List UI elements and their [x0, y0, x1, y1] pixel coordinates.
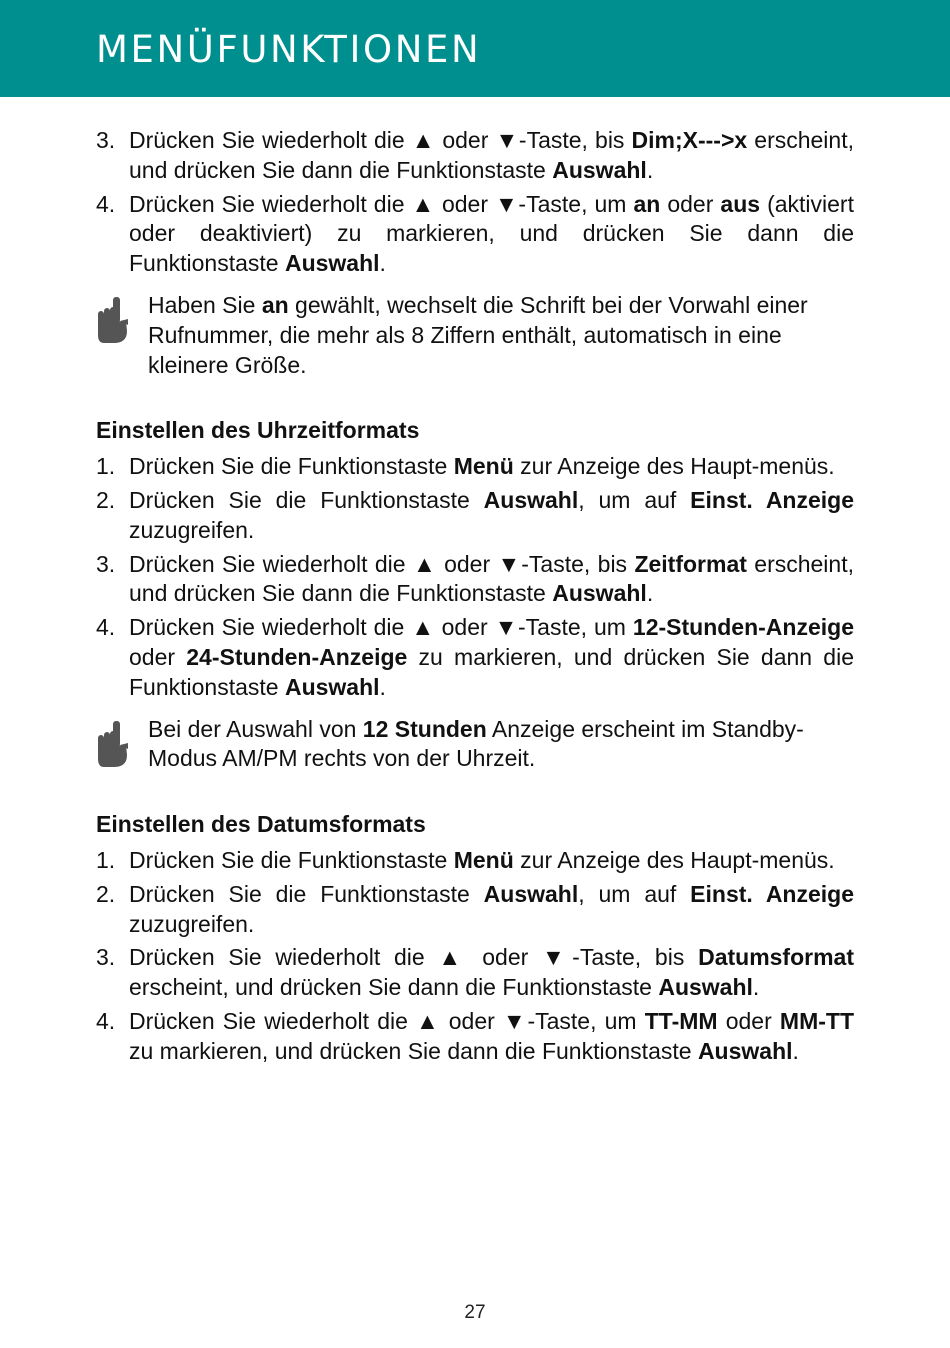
- step-text: , um auf: [578, 486, 691, 513]
- step-text: oder: [129, 643, 187, 670]
- step-bold: Auswahl: [658, 974, 753, 1001]
- step-text: erscheint, und drücken Sie dann die Funktionstaste: [129, 127, 854, 183]
- step-number: 1.: [96, 846, 116, 873]
- step-item: [96, 943, 854, 1003]
- step-bold: TT-MM: [644, 1007, 718, 1034]
- step-text: zuzugreifen.: [129, 516, 255, 543]
- step-bold: Auswahl: [552, 580, 647, 607]
- pointing-hand-icon: [96, 719, 130, 769]
- step-text: Drücken Sie wiederholt die ▲ oder ▼-Taste, bis: [129, 127, 632, 153]
- step-text: Drücken Sie wiederholt die ▲ oder ▼-Taste, bis: [129, 944, 699, 971]
- step-number: 4.: [96, 190, 116, 217]
- step-item: [96, 880, 854, 940]
- step-item: [96, 550, 854, 610]
- step-bold: Auswahl: [697, 1037, 793, 1064]
- step-text: zur Anzeige des Haupt-menüs.: [513, 846, 835, 873]
- step-bold: Menü: [453, 453, 514, 480]
- step-number: 1.: [96, 453, 116, 480]
- note-block: [96, 715, 854, 775]
- step-text: zuzugreifen.: [129, 910, 255, 937]
- step-text: Drücken Sie die Funktionstaste: [129, 880, 484, 907]
- section-heading-time: Einstellen des Uhrzeitformats: [96, 417, 420, 444]
- note-block: [96, 291, 854, 380]
- step-bold: Auswahl: [552, 156, 647, 183]
- note-text: Haben Sie: [148, 291, 262, 318]
- step-text: Drücken Sie die Funktionstaste: [129, 486, 484, 513]
- step-text: zu markieren, und drücken Sie dann die Funktionstaste: [129, 1037, 698, 1064]
- step-bold: 24-Stunden-Anzeige: [186, 643, 408, 670]
- pointing-hand-icon: [96, 295, 130, 345]
- step-bold: Einst. Anzeige: [690, 880, 854, 907]
- note-bold: 12 Stunden: [362, 715, 487, 742]
- note-bold: an: [261, 291, 289, 318]
- step-text: .: [792, 1037, 799, 1064]
- step-text: .: [646, 156, 654, 183]
- step-text: .: [752, 974, 760, 1001]
- step-bold: Auswahl: [483, 880, 579, 907]
- step-item: [96, 846, 854, 876]
- steps-list-time: [96, 452, 854, 702]
- step-text: erscheint, und drücken Sie dann die Funktionstaste: [129, 974, 659, 1001]
- note-text: gewählt, wechselt die Schrift bei der Vorwahl einer Rufnummer, die mehr als 8 Ziffern enthält, automatisch in eine kleinere Größe.: [148, 291, 808, 378]
- page-title: MENÜFUNKTIONEN: [96, 28, 482, 71]
- page-number: 27: [464, 1302, 486, 1323]
- step-item: [96, 126, 854, 186]
- step-number: 2.: [96, 880, 116, 907]
- step-bold: an: [633, 190, 661, 217]
- steps-list-top: [96, 126, 854, 279]
- step-text: Drücken Sie wiederholt die ▲ oder ▼-Taste, um: [129, 190, 634, 217]
- step-number: 2.: [96, 486, 116, 513]
- step-item: [96, 613, 854, 702]
- step-bold: MM-TT: [779, 1007, 854, 1034]
- step-text: Drücken Sie die Funktionstaste: [129, 453, 454, 480]
- step-number: 4.: [96, 1007, 116, 1034]
- step-bold: 12-Stunden-Anzeige: [632, 614, 854, 641]
- step-text: .: [379, 673, 386, 700]
- step-text: zu markieren, und drücken Sie dann die Funktionstaste: [129, 643, 854, 700]
- note-text: Anzeige erscheint im Standby-Modus AM/PM rechts von der Uhrzeit.: [148, 715, 804, 772]
- page-content: [96, 126, 854, 1071]
- step-bold: Zeitformat: [634, 550, 747, 577]
- step-text: .: [379, 250, 386, 277]
- step-number: 3.: [96, 944, 116, 971]
- steps-list-date: [96, 846, 854, 1067]
- step-text: zur Anzeige des Haupt-menüs.: [513, 453, 835, 480]
- step-bold: Auswahl: [284, 673, 380, 700]
- step-number: 4.: [96, 614, 116, 641]
- step-text: .: [646, 580, 654, 607]
- step-text: Drücken Sie wiederholt die ▲ oder ▼-Taste, um: [129, 1007, 645, 1034]
- step-bold: Einst. Anzeige: [690, 486, 854, 513]
- section-heading-date: Einstellen des Datumsformats: [96, 811, 426, 838]
- step-text: erscheint, und drücken Sie dann die Funktionstaste: [129, 550, 854, 607]
- step-bold: Dim;X--->x: [631, 127, 748, 153]
- step-text: oder: [717, 1007, 780, 1034]
- step-text: , um auf: [578, 880, 691, 907]
- step-bold: Menü: [453, 846, 514, 873]
- step-item: [96, 486, 854, 546]
- step-bold: Auswahl: [483, 486, 579, 513]
- step-text: (aktiviert oder deaktiviert) zu markieren, und drücken Sie dann die Funktionstaste: [129, 190, 854, 277]
- step-bold: Auswahl: [284, 250, 380, 277]
- step-text: Drücken Sie die Funktionstaste: [129, 846, 454, 873]
- step-number: 3.: [96, 127, 116, 153]
- step-text: Drücken Sie wiederholt die ▲ oder ▼-Taste, um: [129, 614, 633, 641]
- step-text: oder: [660, 190, 721, 217]
- step-number: 3.: [96, 550, 116, 577]
- page-header: [0, 0, 950, 97]
- step-bold: aus: [720, 190, 761, 217]
- step-item: [96, 190, 854, 279]
- step-item: [96, 1007, 854, 1067]
- step-item: [96, 452, 854, 482]
- note-text: Bei der Auswahl von: [148, 715, 363, 742]
- step-bold: Datumsformat: [698, 944, 854, 971]
- step-text: Drücken Sie wiederholt die ▲ oder ▼-Taste, bis: [129, 550, 635, 577]
